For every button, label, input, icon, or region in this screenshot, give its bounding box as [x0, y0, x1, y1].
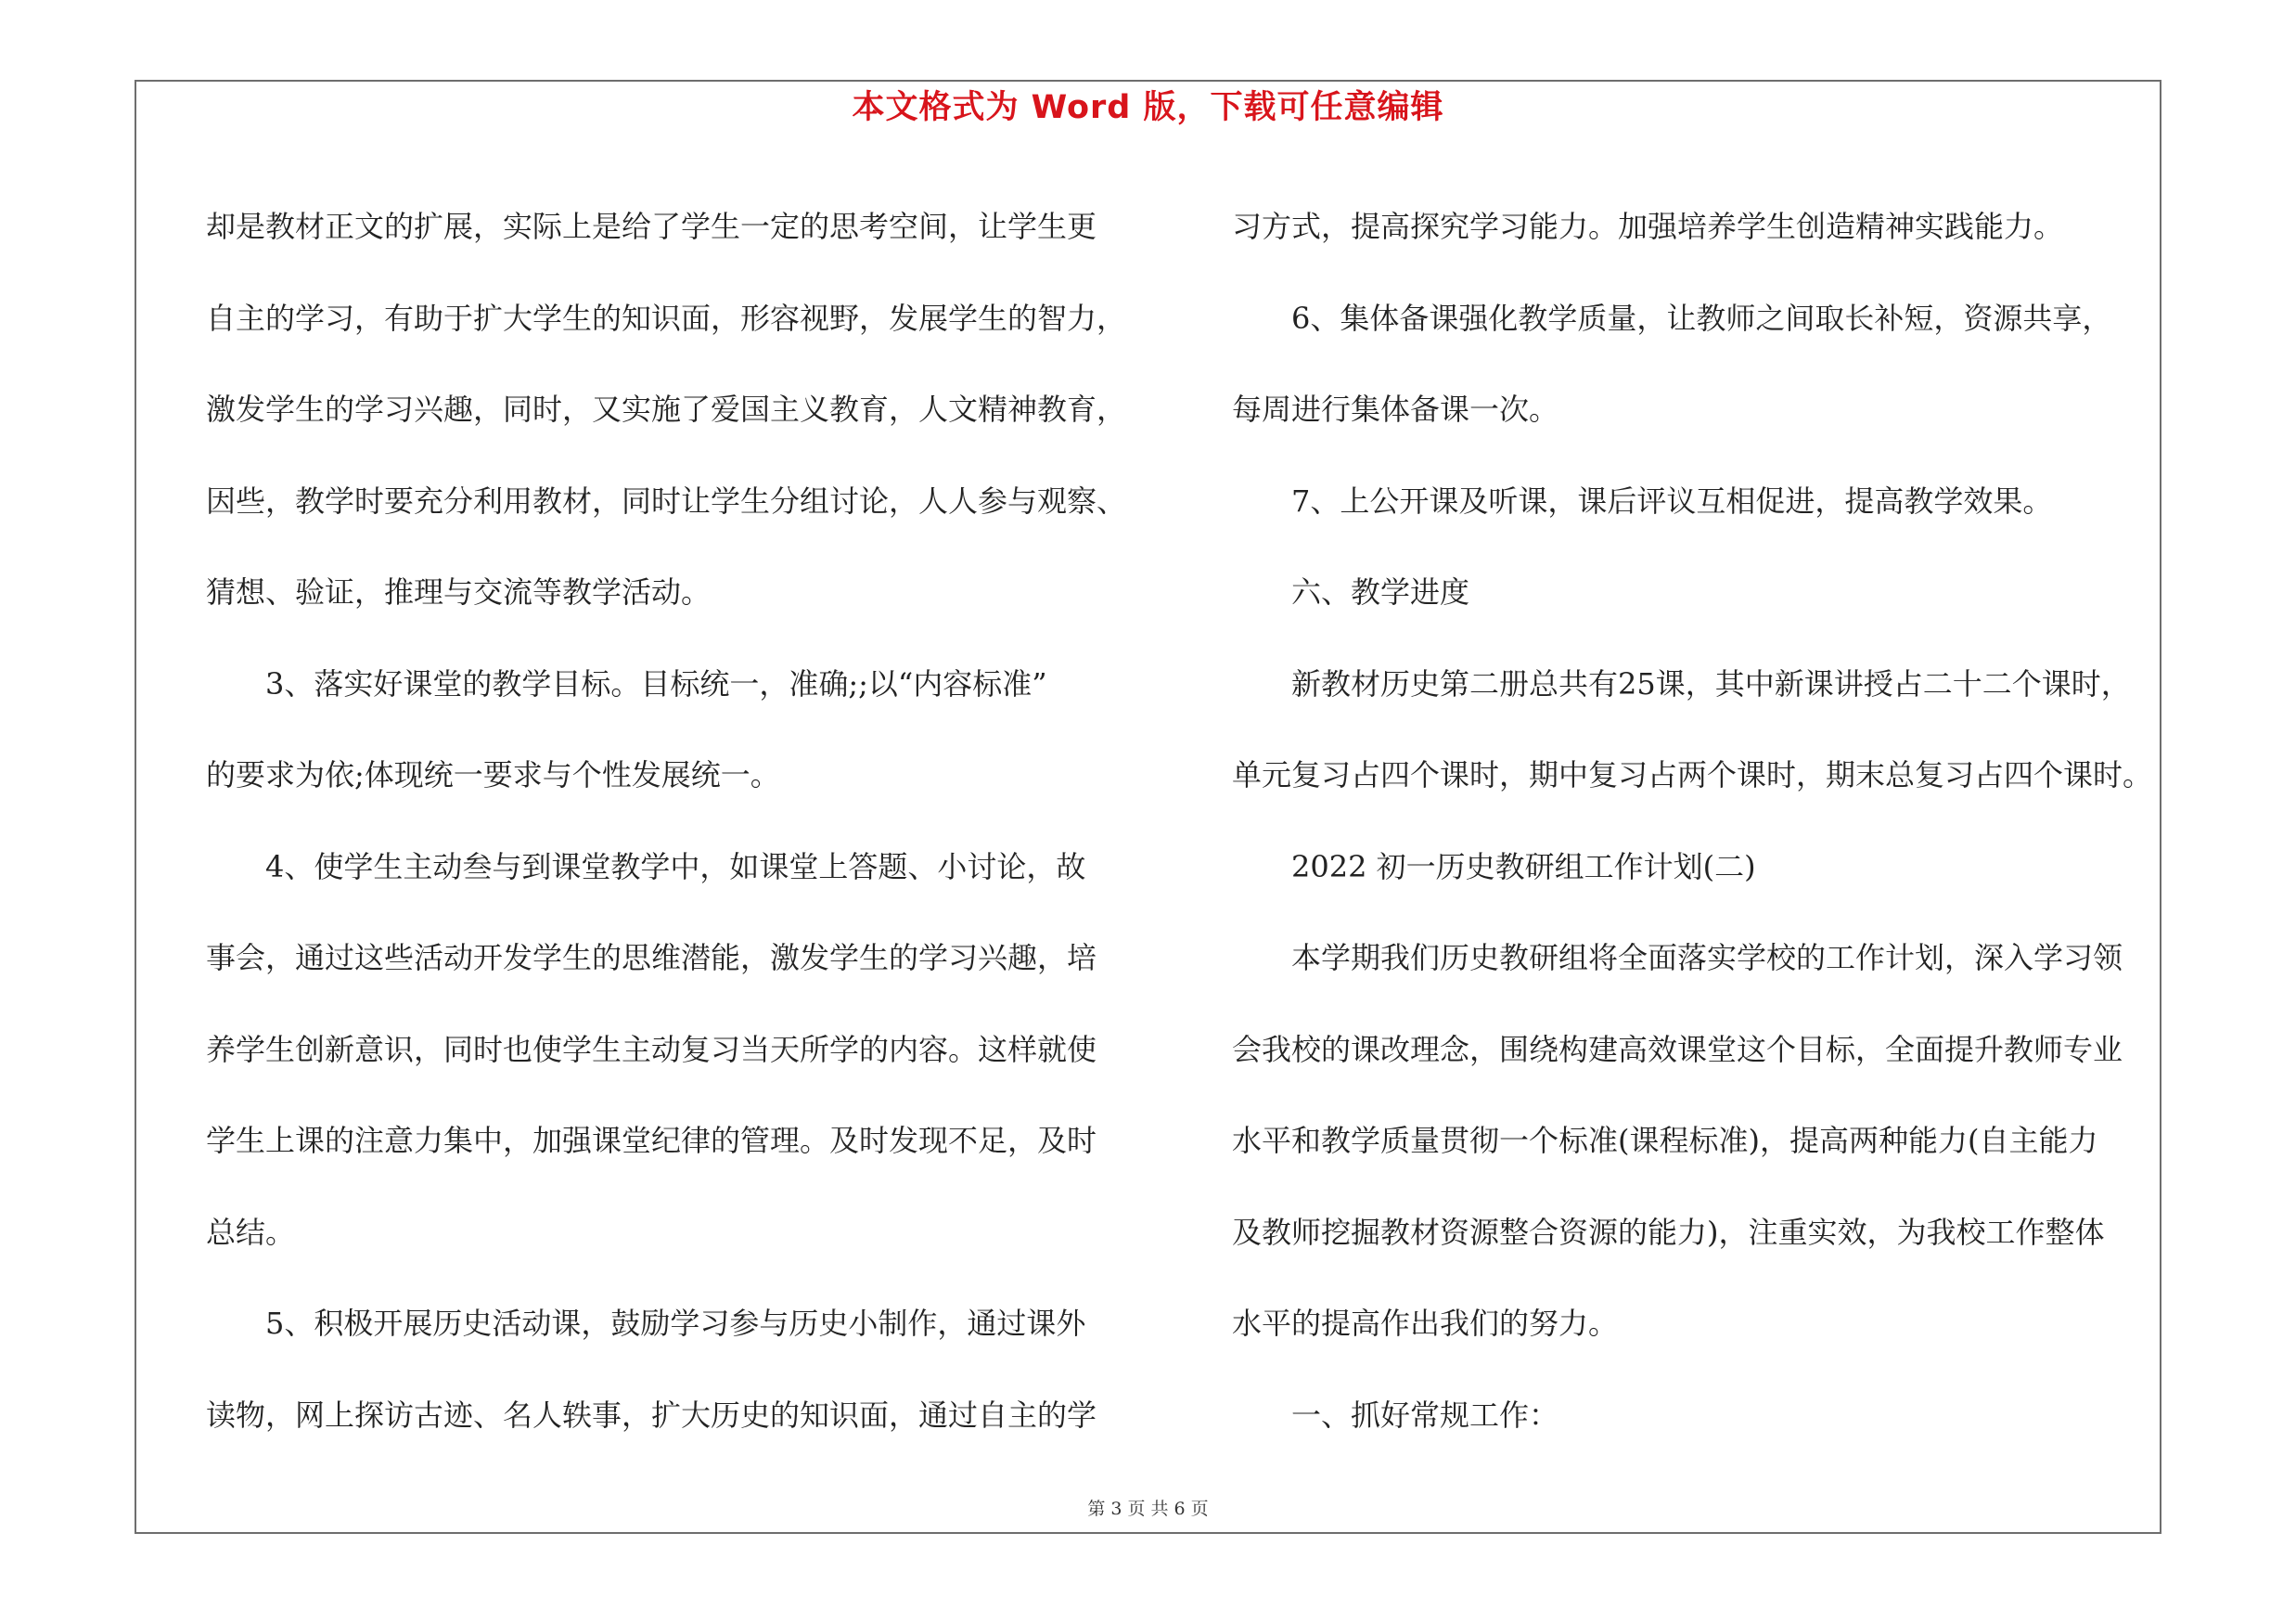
right-column-line: 每周进行集体备课一次。 [1232, 392, 1559, 427]
page-number-footer: 第 3 页 共 6 页 [1087, 1499, 1209, 1519]
left-column-line: 猜想、验证，推理与交流等教学活动。 [206, 574, 712, 610]
left-column-line: 却是教材正文的扩展，实际上是给了学生一定的思考空间，让学生更 [206, 209, 1097, 244]
left-column-line: 3、落实好课堂的教学目标。目标统一，准确;;以“内容标准” [265, 665, 1047, 702]
left-column-line: 4、使学生主动叁与到课堂教学中，如课堂上答题、小讨论，故 [265, 848, 1086, 884]
right-column-line: 会我校的课改理念，围绕构建高效课堂这个目标，全面提升教师专业 [1232, 1031, 2123, 1067]
format-banner: 本文格式为 Word 版，下载可任意编辑 [852, 89, 1444, 126]
right-column-line: 本学期我们历史教研组将全面落实学校的工作计划，深入学习领 [1291, 940, 2123, 975]
left-column-line: 事会，通过这些活动开发学生的思维潜能，激发学生的学习兴趣，培 [206, 940, 1097, 975]
right-column-line: 单元复习占四个课时，期中复习占两个课时，期末总复习占四个课时。 [1232, 757, 2153, 792]
left-column-line: 因些，教学时要充分利用教材，同时让学生分组讨论，人人参与观察、 [206, 483, 1127, 519]
left-column-line: 养学生创新意识，同时也使学生主动复习当天所学的内容。这样就使 [206, 1031, 1097, 1067]
left-column-line: 学生上课的注意力集中，加强课堂纪律的管理。及时发现不足，及时 [206, 1123, 1097, 1158]
left-column-line: 总结。 [206, 1214, 296, 1250]
right-column-line: 6、集体备课强化教学质量，让教师之间取长补短，资源共享， [1291, 300, 2112, 336]
left-column [206, 181, 1134, 1461]
right-column-line: 水平的提高作出我们的努力。 [1232, 1306, 1619, 1341]
right-column-line: 水平和教学质量贯彻一个标准(课程标准)，提高两种能力(自主能力 [1232, 1123, 2098, 1158]
right-column-line: 2022 初一历史教研组工作计划(二) [1291, 848, 1756, 884]
right-column [1232, 181, 2169, 1461]
left-column-line: 5、积极开展历史活动课，鼓励学习参与历史小制作，通过课外 [265, 1306, 1086, 1341]
left-column-line: 的要求为依;体现统一要求与个性发展统一。 [206, 757, 780, 792]
left-column-line: 激发学生的学习兴趣，同时，又实施了爱国主义教育，人文精神教育， [206, 392, 1127, 427]
right-column-line: 及教师挖掘教材资源整合资源的能力)，注重实效，为我校工作整体 [1232, 1214, 2105, 1250]
right-column-line: 六、教学进度 [1291, 574, 1470, 610]
right-column-line: 一、抓好常规工作： [1291, 1397, 1559, 1433]
right-column-line: 习方式，提高探究学习能力。加强培养学生创造精神实践能力。 [1232, 209, 2064, 244]
right-column-line: 7、上公开课及听课，课后评议互相促进，提高教学效果。 [1291, 483, 2053, 519]
right-column-line: 新教材历史第二册总共有25课，其中新课讲授占二十二个课时， [1291, 665, 2131, 702]
left-column-line: 读物，网上探访古迹、名人轶事，扩大历史的知识面，通过自主的学 [206, 1397, 1097, 1433]
left-column-line: 自主的学习，有助于扩大学生的知识面，形容视野，发展学生的智力， [206, 300, 1127, 336]
